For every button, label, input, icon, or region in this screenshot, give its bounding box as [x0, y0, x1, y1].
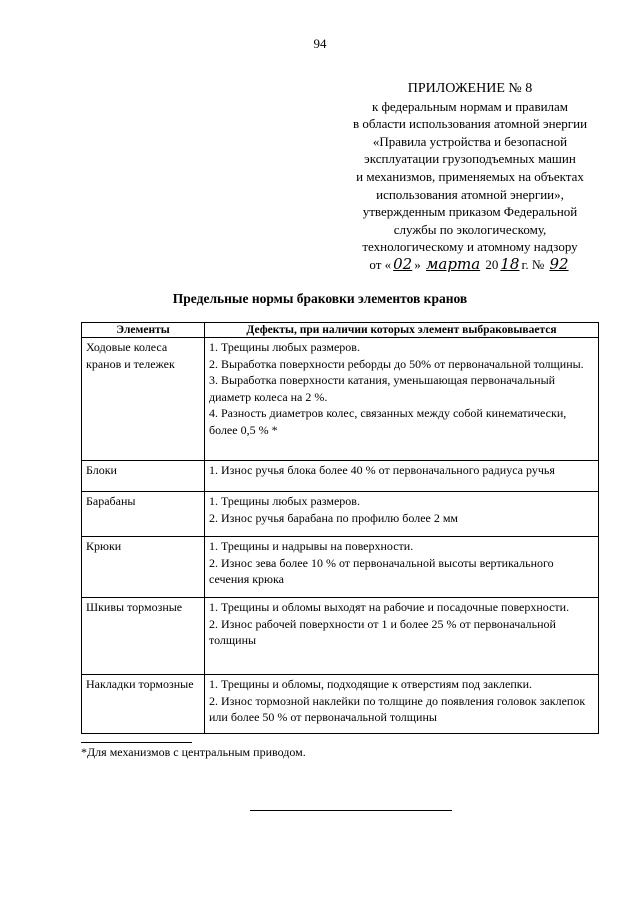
- closing-line: [250, 810, 452, 811]
- handwritten-number: 92: [549, 254, 569, 273]
- document-title: Предельные нормы браковки элементов кранов: [172, 291, 468, 306]
- defects-cell: [205, 598, 599, 675]
- appendix-line: и механизмов, применяемых на объектах: [356, 168, 584, 184]
- defect-item: 1. Трещины и надрывы на поверхности.: [209, 539, 414, 553]
- appendix-line: «Правила устройства и безопасной: [372, 133, 568, 149]
- table-row: [82, 675, 599, 734]
- defect-item: 2. Износ зева более 10 % от первоначальной высоты вертикального сечения крюка: [209, 555, 554, 586]
- handwritten-month: марта: [425, 254, 481, 273]
- table-row: [82, 598, 599, 675]
- element-cell: Ходовые колеса кранов и тележек: [82, 338, 205, 461]
- order-date-line: от « 02 » марта 20 18 г. № 92: [369, 254, 569, 273]
- header-elements: Элементы: [82, 323, 205, 338]
- table-row: [82, 461, 599, 492]
- rejection-norms-table: [81, 322, 599, 734]
- handwritten-day: 02: [393, 254, 413, 273]
- defects-cell: [205, 338, 599, 461]
- table-header-row: [82, 323, 599, 338]
- defects-cell: [205, 675, 599, 734]
- appendix-line: использования атомной энергии»,: [376, 186, 564, 202]
- defect-item: 3. Выработка поверхности катания, уменьшающая первоначальный диаметр колеса на 2 %.: [209, 373, 556, 404]
- element-cell: Блоки: [82, 461, 205, 492]
- appendix-line: эксплуатации грузоподъемных машин: [364, 151, 576, 167]
- element-cell: Крюки: [82, 537, 205, 598]
- defects-cell: [205, 492, 599, 537]
- appendix-line: в области использования атомной энергии: [352, 116, 588, 132]
- header-defects: Дефекты, при наличии которых элемент выбраковывается: [205, 323, 599, 338]
- defect-item: 4. Разность диаметров колес, связанных между собой кинематически, более 0,5 % *: [209, 406, 567, 437]
- defect-item: 2. Выработка поверхности реборды до 50% от первоначальной толщины.: [209, 356, 584, 371]
- defect-item: 1. Износ ручья блока более 40 % от первоначального радиуса ручья: [209, 463, 555, 477]
- appendix-line: технологическому и атомному надзору: [362, 239, 578, 255]
- defect-item: 2. Износ ручья барабана по профилю более 2 мм: [209, 510, 459, 525]
- element-cell: Барабаны: [82, 492, 205, 537]
- element-cell: Шкивы тормозные: [82, 598, 205, 675]
- appendix-title: ПРИЛОЖЕНИЕ № 8: [407, 81, 533, 96]
- appendix-line: к федеральным нормам и правилам: [371, 98, 569, 114]
- defect-item: 2. Износ рабочей поверхности от 1 и более 25 % от первоначальной толщины: [209, 616, 556, 647]
- handwritten-year: 18: [500, 254, 520, 273]
- defects-cell: [205, 537, 599, 598]
- defect-item: 2. Износ тормозной наклейки по толщине до появления головок заклепок или более 50 % от первоначальной толщины: [209, 693, 586, 724]
- footnote: *Для механизмов с центральным приводом.: [81, 745, 306, 759]
- defects-cell: [205, 461, 599, 492]
- appendix-header: [290, 80, 640, 274]
- defect-item: 1. Трещины любых размеров.: [209, 340, 360, 354]
- table-row: [82, 338, 599, 461]
- element-cell: Накладки тормозные: [82, 675, 205, 734]
- defect-item: 1. Трещины любых размеров.: [209, 494, 360, 508]
- table-row: [82, 537, 599, 598]
- defect-item: 1. Трещины и обломы, подходящие к отверстиям под заклепки.: [209, 677, 532, 691]
- appendix-line: утвержденным приказом Федеральной: [362, 204, 578, 220]
- table-row: [82, 492, 599, 537]
- page-number: 94: [313, 36, 327, 51]
- defect-item: 1. Трещины и обломы выходят на рабочие и посадочные поверхности.: [209, 600, 570, 614]
- appendix-line: службы по экологическому,: [393, 221, 547, 237]
- footnote-divider: [81, 742, 192, 743]
